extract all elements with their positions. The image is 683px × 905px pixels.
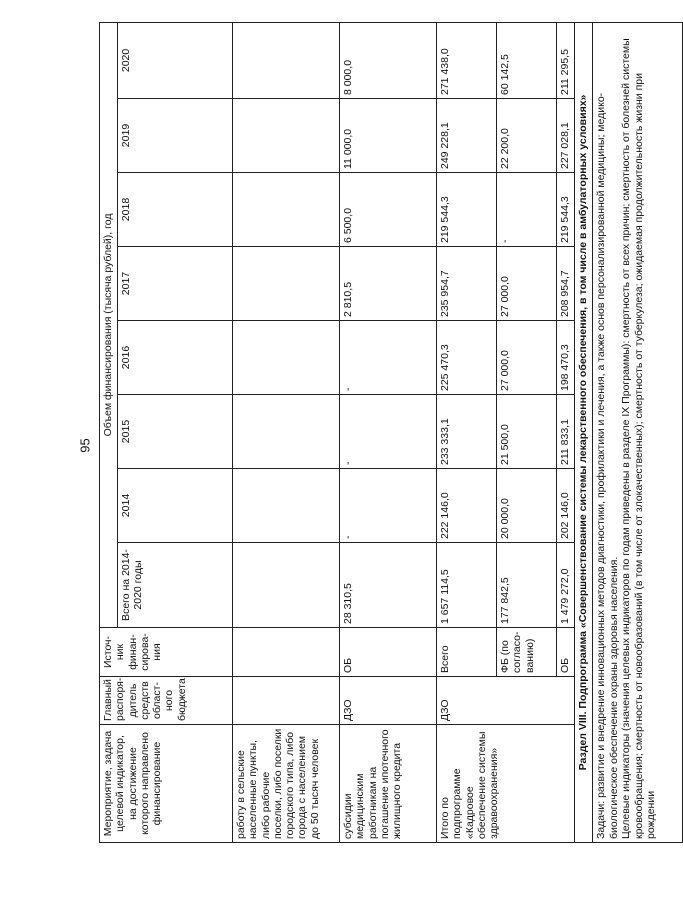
row-value (233, 22, 340, 98)
page-number: 95 (77, 438, 93, 453)
row-source: ФБ (по согласо-ванию) (497, 628, 557, 677)
row-value: 8 000,0 (340, 22, 437, 98)
header-year: 2015 (118, 395, 233, 469)
header-volume: Объем финансирования (тысяча рублей), год (100, 22, 118, 627)
row-source: ОБ (340, 628, 437, 677)
row-value: 211 833,1 (557, 395, 575, 469)
row-value: 219 544,3 (557, 173, 575, 247)
header-source: Источ-ник финан-сирова-ния (100, 628, 233, 677)
row-manager: ДЗО (437, 677, 575, 725)
table-row (233, 22, 340, 842)
row-value: - (340, 469, 437, 543)
row-value: 271 438,0 (437, 22, 497, 98)
indicators-text: Целевые индикаторы (значения целевых индикаторов по годам приведены в разделе IX Программы): смертность от всех причин; смертность от болезней системы кровообращения; смертность от новообразований (в том числе от злокачественных); смертность от туберкулеза; ожидаемая продолжительность жизни при рождении (620, 38, 658, 839)
tasks-cell (593, 22, 683, 842)
row-value: - (340, 395, 437, 469)
row-total: 1 657 114,5 (437, 543, 497, 628)
header-year: 2018 (118, 173, 233, 247)
table-row (437, 22, 497, 842)
header-year: 2019 (118, 99, 233, 173)
row-total: 28 310,5 (340, 543, 437, 628)
row-total (233, 543, 340, 628)
rotated-table-container (99, 23, 658, 843)
row-total: 1 479 272,0 (557, 543, 575, 628)
row-value: 27 000,0 (497, 321, 557, 395)
row-value (233, 99, 340, 173)
row-value: - (497, 173, 557, 247)
row-value: 20 000,0 (497, 469, 557, 543)
row-value: 211 295,5 (557, 22, 575, 98)
row-total: 177 842,5 (497, 543, 557, 628)
row-value: 249 228,1 (437, 99, 497, 173)
row-value: 219 544,3 (437, 173, 497, 247)
row-value: 11 000,0 (340, 99, 437, 173)
row-manager (233, 677, 340, 725)
row-manager: ДЗО (340, 677, 437, 725)
row-value: 22 200,0 (497, 99, 557, 173)
section-title: Раздел VIII. Подпрограмма «Совершенствование системы лекарственного обеспечения, в том числе в амбулаторных условиях» (575, 22, 593, 842)
row-value (233, 173, 340, 247)
row-source: ОБ (557, 628, 575, 677)
tasks-row (593, 22, 683, 842)
row-value: 208 954,7 (557, 247, 575, 321)
row-measure: субсидии медицинским работникам на погашение ипотечного жилищного кредита (340, 725, 437, 843)
row-value (233, 395, 340, 469)
row-value: 2 810,5 (340, 247, 437, 321)
row-value: 202 146,0 (557, 469, 575, 543)
row-value: 27 000,0 (497, 247, 557, 321)
header-measure: Мероприятие, задача целевой индикатор, на достижение которого направлено финансирование (100, 725, 233, 843)
row-source: Всего (437, 628, 497, 677)
header-row-1 (100, 22, 118, 842)
row-value (233, 247, 340, 321)
header-year: 2017 (118, 247, 233, 321)
row-value: 198 470,3 (557, 321, 575, 395)
row-value: 6 500,0 (340, 173, 437, 247)
financing-table (99, 22, 683, 843)
section-row (575, 22, 593, 842)
row-value: 227 028,1 (557, 99, 575, 173)
header-year: 2020 (118, 22, 233, 98)
header-year: 2014 (118, 469, 233, 543)
header-total: Всего на 2014-2020 годы (118, 543, 233, 628)
row-value: 21 500,0 (497, 395, 557, 469)
header-year: 2016 (118, 321, 233, 395)
row-measure: работу в сельские населенные пункты, либо рабочие поселки, либо поселки городского типа, либо города с населением до 50 тысяч человек (233, 725, 340, 843)
row-value (233, 321, 340, 395)
row-value: 233 333,1 (437, 395, 497, 469)
row-value: 222 146,0 (437, 469, 497, 543)
row-value: - (340, 321, 437, 395)
row-value (233, 469, 340, 543)
table-row (340, 22, 437, 842)
header-manager: Главный распоря-дитель средств област-ного бюджета (100, 677, 233, 725)
row-value: 235 954,7 (437, 247, 497, 321)
tasks-text: Задачи: развитие и внедрение инновационных методов диагностики, профилактики и лечения, а также основ персонализированной медицины; медико-биологическое обеспечение охраны здоровья населения. (595, 92, 620, 839)
row-value: 225 470,3 (437, 321, 497, 395)
row-source (233, 628, 340, 677)
row-measure: Итого по подпрограмме «Кадровое обеспечение системы здравоохранения» (437, 725, 575, 843)
row-value: 60 142,5 (497, 22, 557, 98)
